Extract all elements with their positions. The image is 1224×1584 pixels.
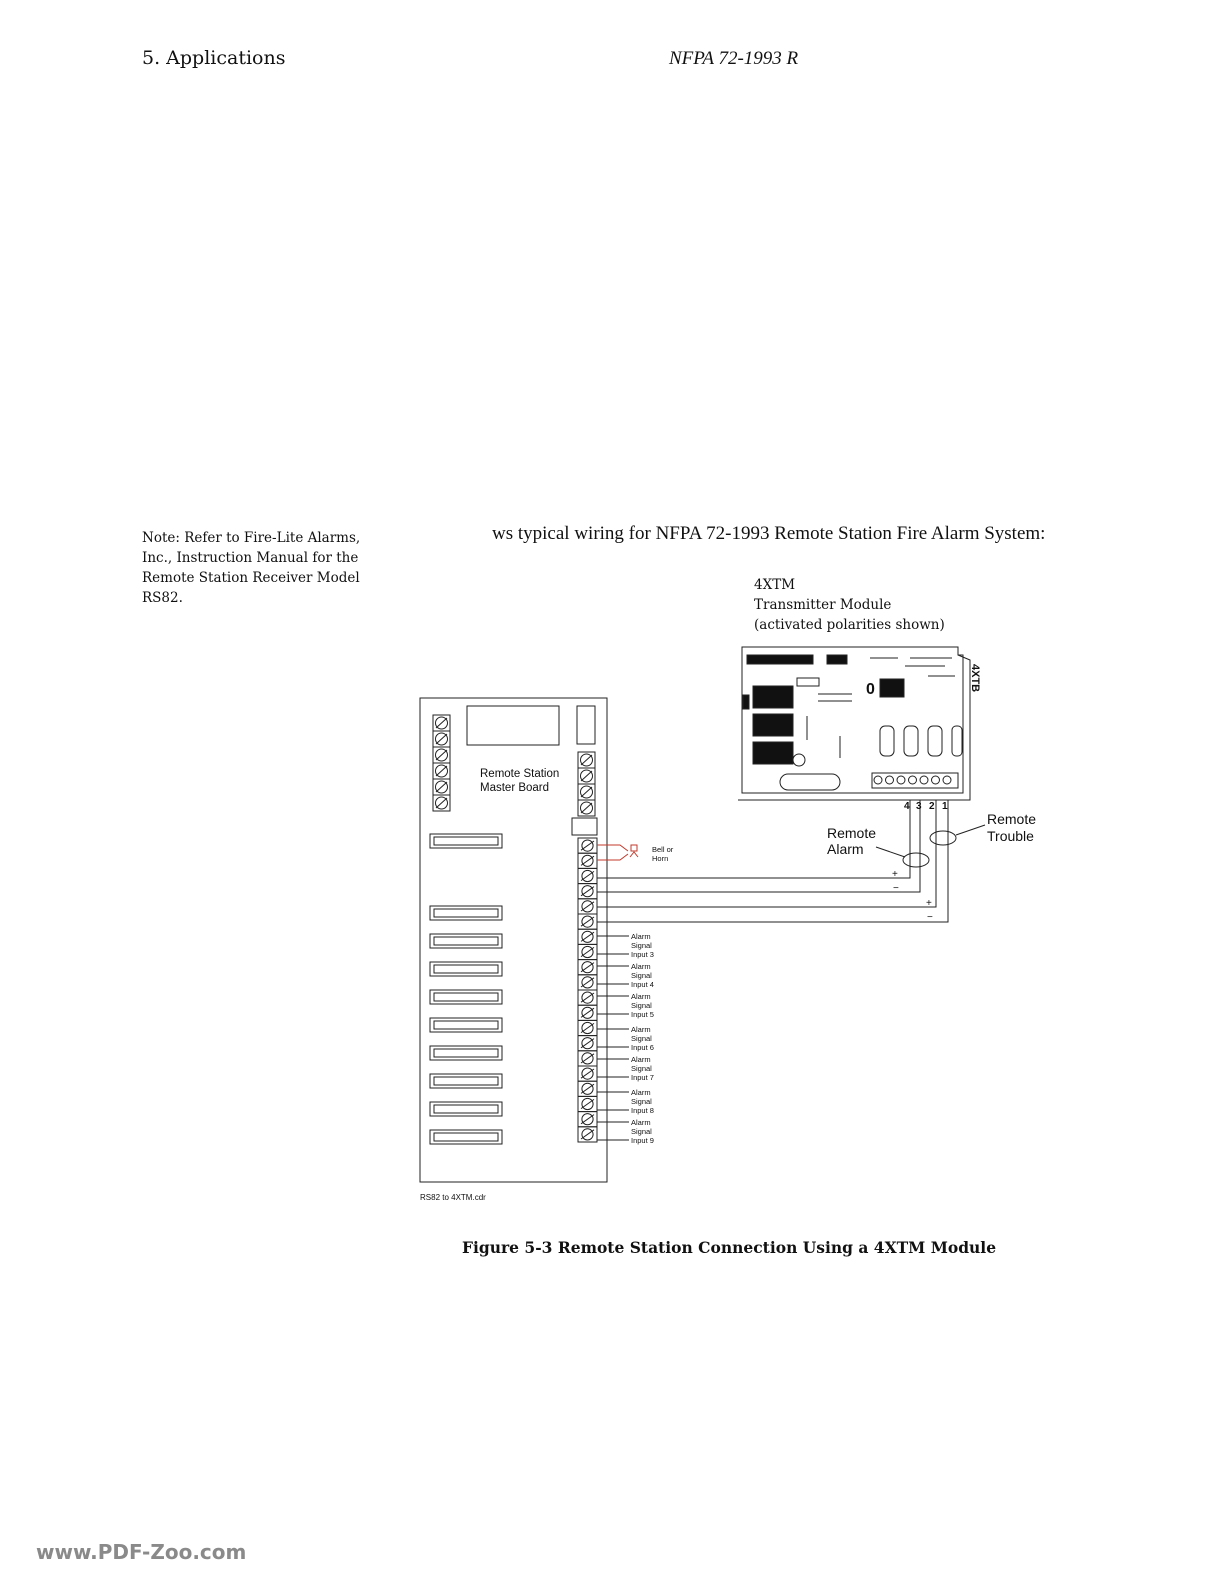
- watermark: www.PDF-Zoo.com: [36, 1540, 247, 1564]
- alarm-input-label: Alarm: [631, 932, 651, 941]
- remote-alarm-label-2: Alarm: [827, 841, 864, 857]
- module-terminal-2: 2: [929, 801, 935, 812]
- left-terminal-slot: [436, 734, 447, 744]
- alarm-input-label: Input 6: [631, 1043, 654, 1052]
- standard-header: NFPA 72-1993 R: [669, 48, 799, 69]
- board-connector: [430, 1046, 502, 1060]
- module-label-2: Transmitter Module: [754, 597, 892, 613]
- alarm-input-label: Signal: [631, 1034, 652, 1043]
- bell-label-1: Bell or: [652, 845, 674, 854]
- module-terminal-3: 3: [916, 801, 922, 812]
- bell-label-2: Horn: [652, 854, 669, 863]
- alarm-input-label: Input 4: [631, 980, 654, 989]
- module-screw: [920, 776, 928, 784]
- board-connector-slot: [434, 1133, 498, 1141]
- figure-caption: Figure 5-3 Remote Station Connection Using a 4XTM Module: [462, 1238, 997, 1257]
- alarm-input-label: Input 3: [631, 950, 654, 959]
- alarm-input-label: Input 5: [631, 1010, 654, 1019]
- module-terminal-4: 4: [904, 801, 910, 812]
- board-connector-slot: [434, 837, 498, 845]
- board-connector-slot: [434, 1049, 498, 1057]
- master-block: [572, 818, 597, 835]
- side-note: Note: Refer to Fire-Lite Alarms, Inc., Instruction Manual for the Remote Station Receiver Model RS82.: [142, 530, 361, 606]
- section-header: 5. Applications: [142, 47, 286, 69]
- board-connector-slot: [434, 1105, 498, 1113]
- remote-trouble-label-1: Remote: [987, 811, 1037, 827]
- alarm-input-label: Signal: [631, 971, 652, 980]
- left-terminal-slot: [436, 766, 447, 776]
- alarm-input-label: Alarm: [631, 962, 651, 971]
- polarity-trouble-plus: +: [926, 898, 932, 909]
- board-connector: [430, 990, 502, 1004]
- bell-device: [597, 845, 638, 860]
- master-board-label-1: Remote Station: [480, 768, 560, 780]
- left-terminal-slot: [436, 782, 447, 792]
- left-terminal-slot: [436, 798, 447, 808]
- module-label-1: 4XTM: [754, 577, 796, 593]
- top-terminal-slot: [581, 755, 592, 765]
- alarm-input-label: Input 8: [631, 1106, 654, 1115]
- alarm-input-label: Signal: [631, 1127, 652, 1136]
- intro-text: ws typical wiring for NFPA 72-1993 Remote Station Fire Alarm System:: [492, 523, 1046, 544]
- polarity-alarm-minus: −: [893, 883, 899, 894]
- alarm-input-label: Signal: [631, 1001, 652, 1010]
- board-connector: [430, 1130, 502, 1144]
- file-label: RS82 to 4XTM.cdr: [420, 1193, 486, 1202]
- alarm-input-label: Input 9: [631, 1136, 654, 1145]
- board-connector-slot: [434, 965, 498, 973]
- module-components: [743, 655, 962, 790]
- module-screw: [943, 776, 951, 784]
- module-screw: [874, 776, 882, 784]
- module-screw: [909, 776, 917, 784]
- alarm-input-label: Alarm: [631, 1088, 651, 1097]
- alarm-input-label: Alarm: [631, 1055, 651, 1064]
- remote-trouble-pair: [930, 831, 956, 845]
- board-connector: [430, 1018, 502, 1032]
- board-connector: [430, 834, 502, 848]
- master-board-label-2: Master Board: [480, 782, 550, 794]
- polarity-alarm-plus: +: [892, 869, 898, 880]
- alarm-input-label: Alarm: [631, 992, 651, 1001]
- module-screw: [886, 776, 894, 784]
- wires: [597, 800, 948, 922]
- left-terminal-strip: [433, 715, 450, 811]
- module-board-tag: 4XTB: [969, 664, 981, 693]
- master-display: [467, 706, 559, 745]
- board-connectors: [430, 834, 502, 1144]
- top-terminal-slot: [581, 771, 592, 781]
- board-connector: [430, 906, 502, 920]
- module-terminal-1: 1: [942, 801, 948, 812]
- top-terminal-strip: [578, 752, 595, 816]
- module-id-mark: 0: [866, 681, 875, 698]
- module-screw: [897, 776, 905, 784]
- remote-trouble-label-2: Trouble: [987, 828, 1034, 844]
- board-connector: [430, 934, 502, 948]
- alarm-input-label: Alarm: [631, 1025, 651, 1034]
- remote-alarm-pair: [903, 853, 929, 867]
- polarity-trouble-minus: −: [927, 912, 933, 923]
- left-terminal-slot: [436, 750, 447, 760]
- module-screw: [932, 776, 940, 784]
- board-connector-slot: [434, 993, 498, 1001]
- top-terminal-slot: [581, 803, 592, 813]
- master-fuse: [577, 706, 595, 744]
- board-connector-slot: [434, 1077, 498, 1085]
- left-terminal-slot: [436, 718, 447, 728]
- remote-alarm-label-1: Remote: [827, 825, 877, 841]
- main-terminal-strip: [578, 838, 597, 1142]
- alarm-input-label: Signal: [631, 941, 652, 950]
- alarm-input-label: Signal: [631, 1097, 652, 1106]
- board-connector: [430, 1102, 502, 1116]
- alarm-input-label: Signal: [631, 1064, 652, 1073]
- board-connector: [430, 1074, 502, 1088]
- board-connector: [430, 962, 502, 976]
- alarm-input-label: Alarm: [631, 1118, 651, 1127]
- alarm-input-label: Input 7: [631, 1073, 654, 1082]
- board-connector-slot: [434, 1021, 498, 1029]
- board-connector-slot: [434, 909, 498, 917]
- top-terminal-slot: [581, 787, 592, 797]
- alarm-input-labels: [597, 932, 654, 1145]
- module-label-3: (activated polarities shown): [754, 617, 945, 633]
- board-connector-slot: [434, 937, 498, 945]
